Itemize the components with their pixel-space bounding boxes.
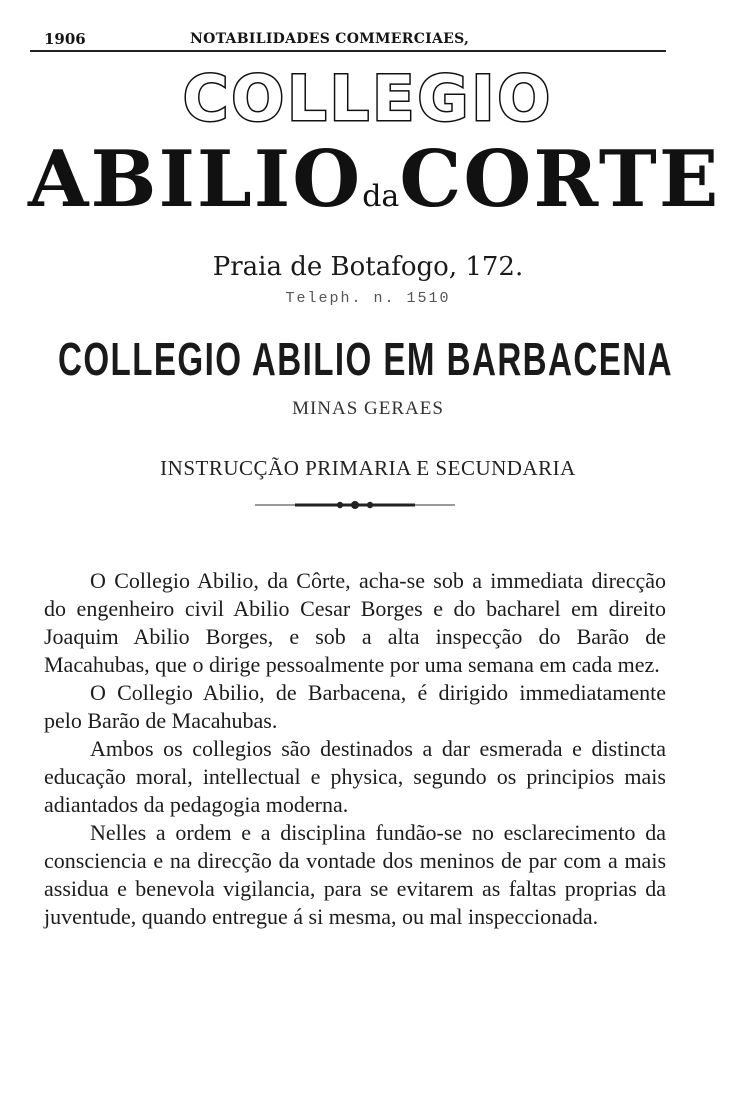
paragraph: O Collegio Abilio, da Côrte, acha-se sob a immediata direcção do engenheiro civil Abilio Cesar Borges e do bacharel em direito Joaquim Abilio Borges, e sob a alta inspecção do Barão de Macahubas, que o dirige pessoalmente por uma semana em cada mez. (44, 568, 666, 677)
second-title-text: COLLEGIO ABILIO EM BARBACENA (58, 333, 674, 385)
ornament-divider (255, 500, 455, 510)
second-title (58, 332, 674, 388)
page-number: 1906 (44, 30, 86, 48)
tagline: INSTRUCÇÃO PRIMARIA E SECUNDARIA (160, 456, 576, 480)
body-text (44, 567, 666, 931)
phone: Teleph. n. 1510 (285, 290, 451, 307)
title-abilio-da-corte (28, 134, 721, 225)
paragraph: Ambos os collegios são destinados a dar esmerada e distincta educação moral, intellectual e physica, segundo os principios mais adiantados da pedagogia moderna. (44, 736, 666, 817)
running-title: NOTABILIDADES COMMERCIAES, (190, 31, 470, 47)
title-da: da (362, 179, 400, 214)
address: Praia de Botafogo, 172. (212, 252, 524, 282)
paragraph: Nelles a ordem e a disciplina fundão-se no esclarecimento da consciencia e na direcção da vontade dos meninos de par com a mais assidua e benevola vigilancia, para se evitarem as faltas proprias da juventude, quando entregue á si mesma, ou mal inspeccionada. (44, 820, 666, 929)
page-header (30, 28, 666, 52)
title-collegio: COLLEGIO (182, 62, 554, 135)
second-subtitle: MINAS GERAES (292, 398, 444, 419)
title-corte: CORTE (399, 134, 721, 225)
paragraph: O Collegio Abilio, de Barbacena, é dirigido immediatamente pelo Barão de Macahubas. (44, 680, 666, 733)
title-abilio: ABILIO (28, 134, 363, 225)
